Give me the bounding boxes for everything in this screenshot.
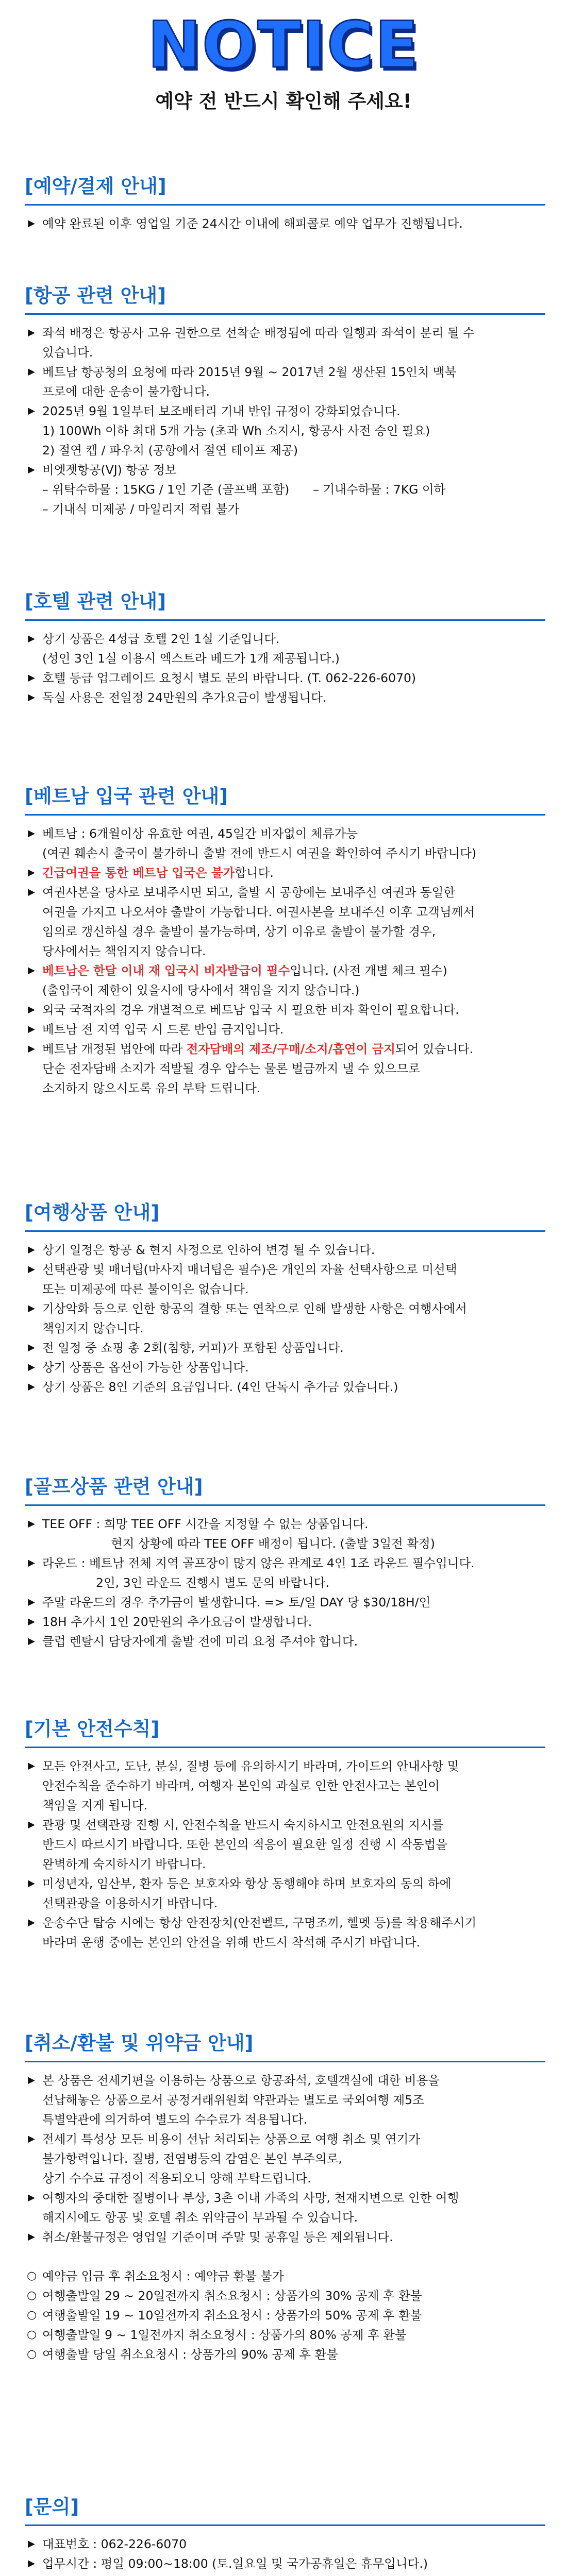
list-item: ▶ 상기 상품은 4성급 호텔 2인 1실 기준입니다. [25,629,545,649]
list-item-cont: (출입국이 제한이 있을시에 당사에서 책임을 지지 않습니다.) [42,983,360,997]
bullet-arrow-icon: ▶ [28,1636,35,1647]
bullet-arrow-icon: ▶ [28,1616,35,1627]
list-item: ▶ 미성년자, 임산부, 환자 등은 보호자와 항상 동행해야 하며 보호자의 동의 하에 [25,1874,545,1893]
bullet-arrow-icon: ▶ [28,405,35,416]
bullet-arrow-icon: ▶ [28,692,35,703]
list-item: ▶ 베트남 전 지역 입국 시 드론 반입 금지입니다. [25,1020,545,1039]
list-item-cont: 프로에 대한 운송이 불가합니다. [42,384,210,399]
section-flight [25,282,545,519]
bullet-arrow-icon: ▶ [28,218,35,229]
bullet-arrow-icon: ▶ [28,1342,35,1353]
list-item: ▶ 모든 안전사고, 도난, 분실, 질병 등에 유의하시기 바라며, 가이드의 안내사항 및 [25,1756,545,1776]
list-item-cont: 있습니다. [42,345,93,360]
circle-bullet-icon: ○ [27,2289,37,2302]
list-item-cont: 1) 100Wh 이하 최대 5개 가능 (초과 Wh 소지시, 항공사 사전 승인 필요) [42,423,430,438]
bullet-arrow-icon: ▶ [28,1760,35,1771]
bullet-arrow-icon: ▶ [28,1381,35,1392]
refund-rule-item: ○ 여행출발일 29 ~ 20일전까지 취소요청시 : 상품가의 30% 공제 후 환불 [25,2286,545,2306]
list-item-cont: 단순 전자담배 소지가 적발될 경우 압수는 물론 벌금까지 낼 수 있으므로 [42,1061,421,1076]
bullet-arrow-icon: ▶ [28,1597,35,1607]
bullet-arrow-icon: ▶ [28,2133,35,2144]
list-item-cont: – 기내식 미제공 / 마일리지 적립 불가 [42,502,240,516]
refund-rule-item: ○ 예약금 입금 후 취소요청시 : 예약금 환불 불가 [25,2266,545,2286]
section-title-flight: [항공 관련 안내] [25,282,545,315]
list-item: ▶ 외국 국적자의 경우 개별적으로 베트남 입국 시 필요한 비자 확인이 필요합니다. [25,1000,545,1020]
list-item: ▶ 호텔 등급 업그레이드 요청시 별도 문의 바랍니다. (T. 062-226-6070) [25,668,545,688]
list-item-cont: 책임을 지게 됩니다. [42,1798,148,1812]
list-item: ▶ 독실 사용은 전일정 24만원의 추가요금이 발생됩니다. [25,688,545,707]
bullet-arrow-icon: ▶ [28,1024,35,1035]
bullet-arrow-icon: ▶ [28,1362,35,1372]
circle-bullet-icon: ○ [27,2348,37,2361]
section-title-product: [여행상품 안내] [25,1199,545,1232]
list-item: ▶ 베트남은 한달 이내 재 입국시 비자발급이 필수입니다. (사전 개별 체크 필수) [25,961,545,980]
bullet-arrow-icon: ▶ [28,2075,35,2086]
bullet-arrow-icon: ▶ [28,464,35,475]
list-item-cont: 특별약관에 의거하여 별도의 수수료가 적용됩니다. [42,2112,308,2127]
section-golf [25,1473,545,1651]
list-item: ▶ 업무시간 : 평일 09:00~18:00 (토.일요일 및 국가공휴일은 휴무입니다.) [25,2554,545,2573]
list-item: ▶ 상기 상품은 8인 기준의 요금입니다. (4인 단독시 추가금 있습니다.) [25,1377,545,1397]
list-item-cont: 불가항력입니다. 질병, 전염병등의 감염은 본인 부주의로, [42,2151,342,2166]
bullet-arrow-icon: ▶ [28,887,35,897]
bullet-arrow-icon: ▶ [28,327,35,338]
bullet-arrow-icon: ▶ [28,1557,35,1568]
list-item: ▶ 긴급여권을 통한 베트남 입국은 불가합니다. [25,863,545,883]
list-item-cont: 완벽하게 숙지하시기 바랍니다. [42,1857,206,1871]
bullet-arrow-icon: ▶ [28,1878,35,1889]
list-item-cont: 여권을 가지고 나오셔야 출발이 가능합니다. 여권사본을 보내주신 이후 고객님께서 [42,905,475,919]
bullet-arrow-icon: ▶ [28,2538,35,2549]
list-item-cont: 2인, 3인 라운드 진행시 별도 문의 바랍니다. [96,1575,329,1590]
circle-bullet-icon: ○ [27,2269,37,2282]
list-item-cont: 해지시에도 항공 및 호텔 취소 위약금이 부과될 수 있습니다. [42,2210,358,2225]
bullet-arrow-icon: ▶ [28,867,35,878]
section-hotel [25,588,545,707]
section-title-hotel: [호텔 관련 안내] [25,588,545,621]
section-entry [25,783,545,1098]
section-title-golf: [골프상품 관련 안내] [25,1473,545,1506]
circle-bullet-icon: ○ [27,2328,37,2341]
section-safety [25,1716,545,1952]
list-item: ▶ 예약 완료된 이후 영업일 기준 24시간 이내에 해피콜로 예약 업무가 진행됩니다. [25,214,545,233]
notice-subtitle: 예약 전 반드시 확인해 주세요! [155,90,412,112]
notice-title: NOTICE [147,8,420,82]
list-item-cont: 소지하지 않으시도록 유의 부탁 드립니다. [42,1081,261,1095]
bullet-arrow-icon: ▶ [28,2558,35,2569]
list-item: ▶ 기상악화 등으로 인한 항공의 결항 또는 연착으로 인해 발생한 사항은 여행사에서 [25,1299,545,1318]
bullet-arrow-icon: ▶ [28,1518,35,1529]
list-item: ▶ 운송수단 탑승 시에는 항상 안전장치(안전벨트, 구명조끼, 헬멧 등)를 착용해주시기 [25,1913,545,1933]
list-item: ▶ 라운드 : 베트남 전체 지역 골프장이 많지 않은 관계로 4인 1조 라운드 필수입니다. [25,1553,545,1573]
list-item-cont: (여권 훼손시 출국이 불가하니 출발 전에 반드시 여권을 확인하여 주시기 바랍니다) [42,846,477,860]
notice-header [0,0,567,113]
bullet-arrow-icon: ▶ [28,1819,35,1830]
list-item: ▶ TEE OFF : 희망 TEE OFF 시간을 지정할 수 없는 상품입니다. [25,1514,545,1534]
list-item: ▶ 대표번호 : 062-226-6070 [25,2534,545,2554]
list-item: ▶ 전세기 특성상 모든 비용이 선납 처리되는 상품으로 여행 취소 및 연기가 [25,2129,545,2149]
list-item: ▶ 베트남 : 6개월이상 유효한 여권, 45일간 비자없이 체류가능 [25,824,545,843]
list-item-cont: 현지 상황에 따라 TEE OFF 배정이 됩니다. (출발 3일전 확정) [111,1536,435,1551]
section-title-safety: [기본 안전수칙] [25,1716,545,1748]
bullet-arrow-icon: ▶ [28,2192,35,2203]
list-item: ▶ 주말 라운드의 경우 추가금이 발생합니다. => 토/일 DAY 당 $30/18H/인 [25,1592,545,1612]
section-contact [25,2494,545,2573]
list-item: ▶ 취소/환불규정은 영업일 기준이며 주말 및 공휴일 등은 제외됩니다. [25,2227,545,2247]
refund-rule-item: ○ 여행출발일 19 ~ 10일전까지 취소요청시 : 상품가의 50% 공제 후 환불 [25,2306,545,2325]
list-item: ▶ 비엣젯항공(VJ) 항공 정보 [25,460,545,480]
list-item-cont: 선택관광을 이용하시기 바랍니다. [42,1896,218,1910]
bullet-arrow-icon: ▶ [28,965,35,976]
section-booking [25,173,545,233]
list-item: ▶ 베트남 개정된 법안에 따라 전자담배의 제조/구매/소지/흡연이 금지되어 있습니다. [25,1039,545,1059]
bullet-arrow-icon: ▶ [28,1303,35,1314]
list-item-cont: 상기 수수료 규정이 적용되오니 양해 부탁드립니다. [42,2171,311,2185]
section-product [25,1199,545,1397]
list-item: ▶ 좌석 배정은 항공사 고유 권한으로 선착순 배정됨에 따라 일행과 좌석이 분리 될 수 [25,323,545,343]
bullet-arrow-icon: ▶ [28,366,35,377]
list-item-cont: 안전수칙을 준수하기 바라며, 여행자 본인의 과실로 인한 안전사고는 본인이 [42,1778,440,1793]
bullet-arrow-icon: ▶ [28,672,35,683]
bullet-arrow-icon: ▶ [28,1244,35,1255]
refund-rule-item: ○ 여행출발 당일 취소요청시 : 상품가의 90% 공제 후 환불 [25,2345,545,2364]
bullet-arrow-icon: ▶ [28,633,35,644]
list-item-cont: 바라며 운행 중에는 본인의 안전을 위해 반드시 착석해 주시기 바랍니다. [42,1935,421,1950]
circle-bullet-icon: ○ [27,2309,37,2321]
list-item: ▶ 본 상품은 전세기편을 이용하는 상품으로 항공좌석, 호텔객실에 대한 비용을 [25,2071,545,2090]
list-item: ▶ 18H 추가시 1인 20만원의 추가요금이 발생합니다. [25,1612,545,1632]
refund-rule-item: ○ 여행출발일 9 ~ 1일전까지 취소요청시 : 상품가의 80% 공제 후 환불 [25,2325,545,2345]
list-item-cont: 선납해놓은 상품으로서 공정거래위원회 약관과는 별도로 국외여행 제5조 [42,2093,424,2107]
list-item: ▶ 클럽 렌탈시 담당자에게 출발 전에 미리 요청 주셔야 합니다. [25,1632,545,1651]
list-item: ▶ 여권사본을 당사로 보내주시면 되고, 출발 시 공항에는 보내주신 여권과 동일한 [25,883,545,902]
list-item-cont: 반드시 따르시기 바랍니다. 또한 본인의 적응이 필요한 일정 진행 시 작동법을 [42,1837,447,1852]
list-item: ▶ 2025년 9월 1일부터 보조배터리 기내 반입 규정이 강화되었습니다. [25,401,545,421]
bullet-arrow-icon: ▶ [28,1917,35,1928]
list-item-cont: 2) 절연 캡 / 파우치 (공항에서 절연 테이프 제공) [42,443,298,457]
list-item-cont: 또는 미제공에 따른 불이익은 없습니다. [42,1282,249,1296]
list-item: ▶ 상기 일정은 항공 & 현지 사정으로 인하여 변경 될 수 있습니다. [25,1240,545,1260]
list-item-cont: 당사에서는 책임지지 않습니다. [42,944,206,958]
list-item-cont: 책임지지 않습니다. [42,1321,144,1335]
bullet-arrow-icon: ▶ [28,1004,35,1015]
bullet-arrow-icon: ▶ [28,2231,35,2242]
list-item: ▶ 전 일정 중 쇼핑 총 2회(침향, 커피)가 포함된 상품입니다. [25,1338,545,1358]
list-item-cont: – 위탁수하물 : 15KG / 1인 기준 (골프백 포함) – 기내수하물 : 7KG 이하 [42,482,446,497]
section-title-entry: [베트남 입국 관련 안내] [25,783,545,816]
list-item: ▶ 여행자의 중대한 질병이나 부상, 3촌 이내 가족의 사망, 천재지변으로 인한 여행 [25,2188,545,2208]
list-item-cont: (성인 3인 1실 이용시 엑스트라 베드가 1개 제공됩니다.) [42,651,340,666]
section-title-booking: [예약/결제 안내] [25,173,545,206]
list-item: ▶ 관광 및 선택관광 진행 시, 안전수칙을 반드시 숙지하시고 안전요원의 지시를 [25,1815,545,1835]
list-item: ▶ 상기 상품은 옵션이 가능한 상품입니다. [25,1358,545,1377]
list-item-cont: 임의로 갱신하실 경우 출발이 불가능하며, 상기 이유로 출발이 불가할 경우, [42,924,436,939]
list-item: ▶ 베트남 항공청의 요청에 따라 2015년 9월 ~ 2017년 2월 생산된 15인치 맥북 [25,362,545,382]
bullet-arrow-icon: ▶ [28,1264,35,1275]
section-title-cancel: [취소/환불 및 위약금 안내] [25,2030,545,2062]
section-cancel [25,2030,545,2364]
bullet-arrow-icon: ▶ [28,828,35,839]
section-title-contact: [문의] [25,2494,545,2526]
list-item: ▶ 선택관광 및 매너팁(마사지 매너팁은 필수)은 개인의 자율 선택사항으로 미선택 [25,1260,545,1279]
bullet-arrow-icon: ▶ [28,1043,35,1054]
